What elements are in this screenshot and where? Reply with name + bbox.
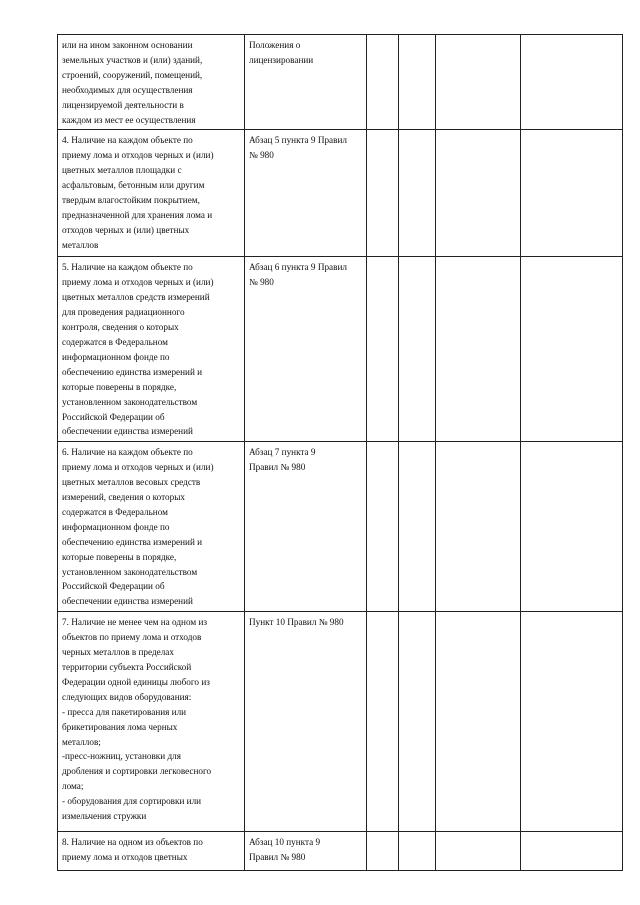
empty-cell [399,832,436,871]
reference-cell: Абзац 7 пункта 9 Правил № 980 [245,442,367,612]
table-row [58,612,623,832]
requirement-cell: 6. Наличие на каждом объекте по приему лома и отходов черных и (или) цветных металлов весовых средств измерений, сведения о которых содержатся в Федеральном информационном фонде по обеспечению единства измерений и которые поверены в порядке, установленном законодательством Российской Федерации об обеспечении единства измерений [58,442,245,612]
reference-cell: Абзац 6 пункта 9 Правил № 980 [245,257,367,442]
empty-cell [521,442,623,612]
empty-cell [521,35,623,130]
empty-cell [521,130,623,257]
table-row [58,442,623,612]
empty-cell [399,35,436,130]
empty-cell [436,257,521,442]
empty-cell [436,35,521,130]
requirement-cell: 5. Наличие на каждом объекте по приему лома и отходов черных и (или) цветных металлов средств измерений для проведения радиационного контроля, сведения о которых содержатся в Федеральном информационном фонде по обеспечению единства измерений и которые поверены в порядке, установленном законодательством Российской Федерации об обеспечении единства измерений [58,257,245,442]
requirement-cell: 4. Наличие на каждом объекте по приему лома и отходов черных и (или) цветных металлов площадки с асфальтовым, бетонным или другим твердым влагостойким покрытием, предназначенной для хранения лома и отходов черных и (или) цветных металлов [58,130,245,257]
empty-cell [521,832,623,871]
empty-cell [399,442,436,612]
empty-cell [367,832,399,871]
empty-cell [399,130,436,257]
requirement-cell: 7. Наличие не менее чем на одном из объектов по приему лома и отходов черных металлов в пределах территории субъекта Российской Федерации одной единицы любого из следующих видов оборудования: - пресса для пакетирования или брикетирования лома черных металлов; -пресс-ножниц, установки для дробления и сортировки легковесного лома; - оборудования для сортировки или измельчения стружки [58,612,245,832]
table-row [58,832,623,871]
requirement-cell: 8. Наличие на одном из объектов по приему лома и отходов цветных [58,832,245,871]
empty-cell [436,442,521,612]
empty-cell [399,612,436,832]
empty-cell [521,257,623,442]
reference-cell: Абзац 5 пункта 9 Правил № 980 [245,130,367,257]
reference-cell: Пункт 10 Правил № 980 [245,612,367,832]
requirements-table [57,34,623,871]
table-row [58,130,623,257]
empty-cell [399,257,436,442]
empty-cell [436,612,521,832]
empty-cell [521,612,623,832]
reference-cell: Положения о лицензировании [245,35,367,130]
empty-cell [367,257,399,442]
empty-cell [367,612,399,832]
requirement-cell: или на ином законном основании земельных участков и (или) зданий, строений, сооружений, помещений, необходимых для осуществления лицензируемой деятельности в каждом из мест ее осуществления [58,35,245,130]
empty-cell [436,832,521,871]
empty-cell [436,130,521,257]
table-row [58,35,623,130]
empty-cell [367,130,399,257]
reference-cell: Абзац 10 пункта 9 Правил № 980 [245,832,367,871]
empty-cell [367,442,399,612]
table-row [58,257,623,442]
empty-cell [367,35,399,130]
